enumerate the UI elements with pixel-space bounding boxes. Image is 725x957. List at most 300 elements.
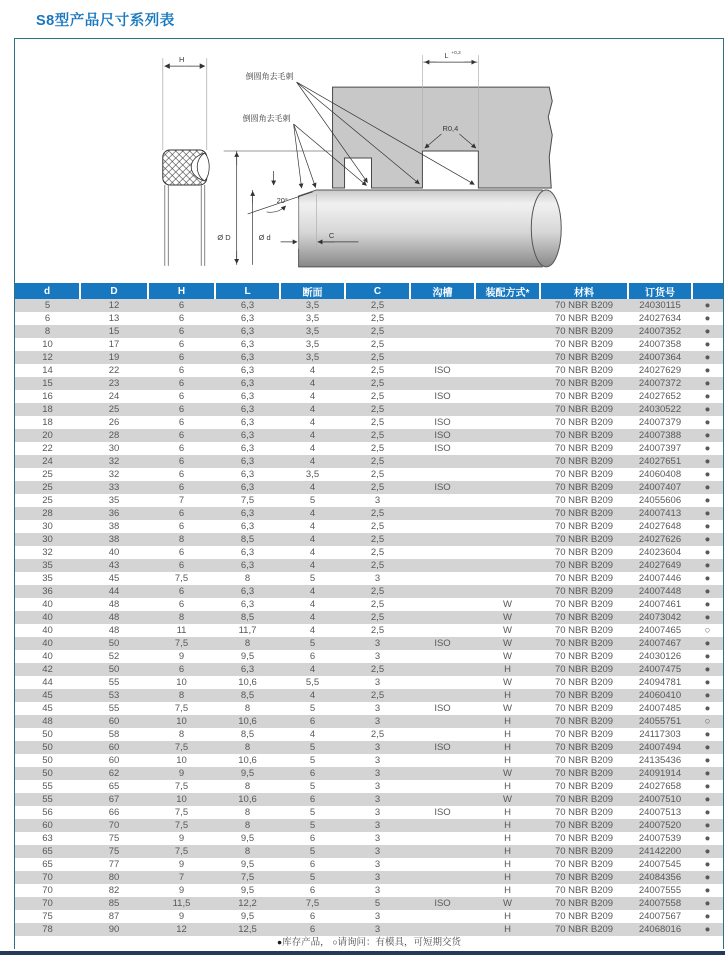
- table-cell: 6,3: [215, 585, 280, 598]
- table-cell: W: [475, 767, 540, 780]
- table-cell: 10: [148, 793, 215, 806]
- table-cell: 70 NBR B209: [554, 547, 614, 558]
- table-cell: 5: [15, 299, 80, 312]
- table-cell: 2,5: [370, 443, 385, 454]
- table-row: [15, 754, 723, 767]
- availability-dot: ●: [692, 299, 723, 312]
- l-tolerance: +0,2: [451, 51, 461, 57]
- table-cell: 3: [345, 741, 410, 754]
- deburr-note-top: 倒圆角去毛刺: [245, 72, 294, 82]
- table-cell: 45: [108, 573, 120, 584]
- table-cell: 70 NBR B209: [540, 923, 628, 936]
- availability-dot: ●: [704, 521, 711, 532]
- deburr-leader: [294, 124, 302, 188]
- table-cell: 6,3: [215, 299, 280, 312]
- table-cell: [410, 325, 475, 338]
- availability-dot: ○: [704, 625, 711, 636]
- table-cell: 24027629: [638, 365, 682, 376]
- table-cell: 6,3: [215, 325, 280, 338]
- table-header-row: [15, 283, 723, 299]
- table-cell: 3,5: [280, 299, 345, 312]
- table-cell: 30: [108, 443, 120, 454]
- table-cell: 50: [15, 741, 80, 754]
- availability-dot: ●: [692, 533, 723, 546]
- table-cell: 8: [15, 325, 80, 338]
- table-cell: [410, 676, 475, 689]
- availability-dot: ●: [692, 403, 723, 416]
- table-cell: 67: [80, 793, 148, 806]
- table-cell: 5: [280, 741, 345, 754]
- table-cell: 6: [178, 521, 185, 532]
- table-cell: 7,5: [280, 897, 345, 910]
- table-cell: [475, 338, 540, 351]
- table-cell: [410, 663, 475, 676]
- table-cell: 8: [148, 689, 215, 702]
- table-cell: 24055606: [638, 495, 682, 506]
- table-cell: 6,3: [215, 351, 280, 364]
- column-header: 断面: [280, 283, 345, 299]
- table-cell: 24091914: [628, 767, 692, 780]
- table-cell: 6,3: [215, 377, 280, 390]
- table-cell: 70 NBR B209: [554, 573, 614, 584]
- table-row: [15, 884, 723, 897]
- table-cell: 24007448: [628, 585, 692, 598]
- table-cell: [410, 559, 475, 572]
- table-cell: 8,5: [215, 689, 280, 702]
- table-cell: 9,5: [215, 767, 280, 780]
- table-cell: 58: [108, 729, 120, 740]
- table-cell: 33: [80, 481, 148, 494]
- table-cell: 8: [178, 729, 185, 740]
- table-cell: 7: [178, 495, 185, 506]
- column-header: [692, 283, 723, 299]
- table-cell: 6,3: [240, 391, 255, 402]
- table-cell: 24060410: [628, 689, 692, 702]
- table-cell: 6,3: [215, 403, 280, 416]
- table-cell: 75: [108, 833, 120, 844]
- availability-dot: ●: [692, 663, 723, 676]
- availability-dot: ●: [704, 885, 711, 896]
- technical-drawing: [15, 39, 723, 283]
- table-cell: 24073042: [628, 611, 692, 624]
- table-cell: 7,5: [174, 703, 189, 714]
- table-cell: W: [503, 651, 512, 662]
- table-cell: 24007475: [628, 663, 692, 676]
- table-row: [15, 923, 723, 936]
- table-cell: 9: [178, 911, 185, 922]
- table-cell: 7,5: [174, 781, 189, 792]
- table-cell: 66: [108, 807, 120, 818]
- table-cell: 38: [108, 521, 120, 532]
- table-cell: 3,5: [280, 325, 345, 338]
- table-cell: ISO: [434, 703, 451, 714]
- availability-dot: ●: [704, 365, 711, 376]
- table-cell: 10: [176, 677, 187, 688]
- availability-dot: ●: [704, 651, 711, 662]
- in-stock-label: 库存产品，: [282, 937, 330, 948]
- table-cell: 3: [374, 703, 381, 714]
- table-cell: 44: [42, 677, 53, 688]
- table-cell: 12,2: [215, 897, 280, 910]
- table-cell: 32: [108, 469, 120, 480]
- table-cell: [410, 624, 475, 637]
- table-cell: 22: [42, 443, 53, 454]
- table-cell: 17: [108, 339, 120, 350]
- table-cell: 30: [42, 521, 53, 532]
- table-cell: ISO: [434, 391, 451, 402]
- table-cell: 40: [15, 637, 80, 650]
- table-row: [15, 871, 723, 884]
- table-cell: 24007413: [628, 507, 692, 520]
- table-cell: [475, 455, 540, 468]
- table-cell: W: [475, 637, 540, 650]
- table-cell: [410, 520, 475, 533]
- table-cell: 4: [280, 689, 345, 702]
- availability-dot: ●: [692, 897, 723, 910]
- table-cell: 2,5: [345, 611, 410, 624]
- table-cell: 70 NBR B209: [554, 313, 614, 324]
- table-row: [15, 910, 723, 923]
- table-cell: 32: [42, 547, 53, 558]
- table-cell: H: [475, 715, 540, 728]
- table-cell: 6: [280, 715, 345, 728]
- table-cell: 24007465: [638, 625, 682, 636]
- table-cell: 6: [280, 793, 345, 806]
- table-cell: 70 NBR B209: [540, 325, 628, 338]
- availability-dot: ●: [692, 689, 723, 702]
- table-cell: 2,5: [345, 299, 410, 312]
- table-cell: 28: [15, 507, 80, 520]
- table-cell: 15: [80, 325, 148, 338]
- table-cell: 8: [244, 573, 251, 584]
- table-cell: [475, 390, 540, 403]
- table-cell: 75: [80, 845, 148, 858]
- table-cell: 2,5: [370, 417, 385, 428]
- availability-dot: ●: [704, 833, 711, 844]
- table-cell: 24007558: [628, 897, 692, 910]
- table-cell: 14: [42, 365, 53, 376]
- seal-installation-diagram: [15, 39, 723, 283]
- table-cell: 70 NBR B209: [540, 585, 628, 598]
- availability-dot: ●: [704, 391, 711, 402]
- table-cell: 3: [374, 781, 381, 792]
- table-cell: 24007545: [638, 859, 682, 870]
- table-cell: 6: [309, 833, 316, 844]
- table-cell: 4: [280, 507, 345, 520]
- table-cell: 70 NBR B209: [554, 495, 614, 506]
- table-row: [15, 312, 723, 325]
- table-cell: 7,5: [174, 807, 189, 818]
- availability-dot: ●: [704, 703, 711, 714]
- in-stock-symbol: ●: [277, 937, 283, 947]
- table-row: [15, 299, 723, 312]
- table-cell: 3: [374, 651, 381, 662]
- table-cell: [410, 403, 475, 416]
- table-row: [15, 338, 723, 351]
- inquire-symbol: ○: [332, 937, 338, 947]
- availability-dot: ●: [704, 339, 711, 350]
- table-cell: 70 NBR B209: [540, 351, 628, 364]
- table-cell: 45: [42, 703, 53, 714]
- shaft: [299, 190, 543, 267]
- table-cell: 70 NBR B209: [554, 859, 614, 870]
- table-cell: ISO: [410, 741, 475, 754]
- table-cell: 24007372: [628, 377, 692, 390]
- table-cell: 10: [42, 339, 53, 350]
- table-row: [15, 364, 723, 377]
- table-cell: H: [504, 755, 511, 766]
- availability-dot: ●: [704, 755, 711, 766]
- table-cell: 3: [374, 677, 381, 688]
- availability-dot: ●: [692, 611, 723, 624]
- table-cell: 52: [108, 651, 120, 662]
- table-cell: 24023604: [638, 547, 682, 558]
- table-row: [15, 325, 723, 338]
- column-header: 沟槽: [410, 283, 475, 299]
- table-cell: 70 NBR B209: [540, 611, 628, 624]
- table-cell: 70: [15, 897, 80, 910]
- table-cell: 70 NBR B209: [554, 755, 614, 766]
- table-cell: 10: [148, 715, 215, 728]
- content-frame: [14, 38, 724, 949]
- table-row: [15, 481, 723, 494]
- table-cell: H: [475, 741, 540, 754]
- table-cell: 3: [345, 637, 410, 650]
- table-cell: [410, 494, 475, 507]
- table-cell: 10,6: [215, 793, 280, 806]
- table-cell: [475, 442, 540, 455]
- availability-dot: ●: [692, 429, 723, 442]
- table-cell: 70 NBR B209: [554, 911, 614, 922]
- table-cell: [475, 364, 540, 377]
- table-cell: 6: [178, 391, 185, 402]
- table-cell: 70 NBR B209: [554, 781, 614, 792]
- table-cell: 40: [108, 547, 120, 558]
- table-body: [15, 299, 723, 936]
- table-cell: 6: [178, 339, 185, 350]
- table-cell: 11,5: [148, 897, 215, 910]
- table-row: [15, 585, 723, 598]
- table-cell: 8: [244, 703, 251, 714]
- availability-dot: ●: [692, 455, 723, 468]
- table-cell: 2,5: [345, 585, 410, 598]
- table-row: [15, 442, 723, 455]
- table-cell: 6,3: [215, 507, 280, 520]
- table-cell: W: [475, 897, 540, 910]
- table-cell: 24030522: [628, 403, 692, 416]
- table-cell: 35: [15, 559, 80, 572]
- table-cell: 70 NBR B209: [554, 365, 614, 376]
- table-cell: 5: [280, 819, 345, 832]
- table-cell: 50: [80, 663, 148, 676]
- table-cell: 4: [280, 403, 345, 416]
- table-cell: 55: [108, 703, 120, 714]
- table-cell: 2,5: [345, 403, 410, 416]
- table-cell: 4: [309, 521, 316, 532]
- table-cell: [475, 403, 540, 416]
- table-cell: 8: [148, 611, 215, 624]
- table-cell: [475, 494, 540, 507]
- table-row: [15, 689, 723, 702]
- availability-dot: ●: [692, 559, 723, 572]
- availability-dot: ●: [704, 859, 711, 870]
- table-cell: 7: [148, 871, 215, 884]
- table-cell: 3: [374, 885, 381, 896]
- table-cell: 3,5: [280, 351, 345, 364]
- table-cell: 2,5: [370, 469, 385, 480]
- table-cell: 6,3: [215, 663, 280, 676]
- table-cell: 70 NBR B209: [554, 469, 614, 480]
- table-cell: 48: [80, 611, 148, 624]
- table-row: [15, 494, 723, 507]
- table-cell: [410, 338, 475, 351]
- table-cell: 2,5: [370, 391, 385, 402]
- table-cell: 6,3: [215, 481, 280, 494]
- table-cell: H: [504, 781, 511, 792]
- table-cell: 70 NBR B209: [540, 559, 628, 572]
- housing-block: [333, 87, 553, 188]
- table-cell: 13: [108, 313, 120, 324]
- table-cell: 70 NBR B209: [540, 871, 628, 884]
- table-cell: 8,5: [240, 729, 255, 740]
- table-cell: [475, 481, 540, 494]
- table-row: [15, 780, 723, 793]
- table-cell: 4: [280, 455, 345, 468]
- table-cell: 6: [309, 885, 316, 896]
- table-cell: 6: [280, 767, 345, 780]
- table-cell: [410, 377, 475, 390]
- table-cell: 6: [178, 599, 185, 610]
- bottom-rule: [0, 951, 725, 955]
- dimension-table: [15, 283, 723, 936]
- table-cell: 70 NBR B209: [540, 455, 628, 468]
- table-row: [15, 429, 723, 442]
- table-cell: [410, 884, 475, 897]
- table-cell: 3: [345, 845, 410, 858]
- table-cell: 4: [280, 377, 345, 390]
- table-cell: 82: [108, 885, 120, 896]
- table-cell: 6: [148, 377, 215, 390]
- table-cell: [475, 559, 540, 572]
- table-row: [15, 650, 723, 663]
- table-cell: H: [475, 819, 540, 832]
- availability-dot: ●: [692, 585, 723, 598]
- table-cell: 4: [280, 481, 345, 494]
- table-cell: 2,5: [370, 365, 385, 376]
- table-cell: [410, 754, 475, 767]
- table-cell: W: [503, 703, 512, 714]
- table-cell: [410, 312, 475, 325]
- table-cell: 9,5: [240, 911, 255, 922]
- table-cell: 6: [148, 663, 215, 676]
- availability-dot: ●: [692, 741, 723, 754]
- table-cell: 48: [108, 599, 120, 610]
- table-cell: 10,6: [215, 715, 280, 728]
- table-cell: H: [504, 911, 511, 922]
- table-cell: 56: [42, 807, 53, 818]
- table-cell: 5: [280, 637, 345, 650]
- table-cell: [410, 845, 475, 858]
- table-cell: 6: [148, 299, 215, 312]
- column-header: H: [148, 283, 215, 299]
- table-cell: 24007539: [638, 833, 682, 844]
- table-cell: [475, 429, 540, 442]
- table-cell: 5: [309, 573, 316, 584]
- table-row: [15, 663, 723, 676]
- availability-dot: ●: [692, 871, 723, 884]
- table-row: [15, 858, 723, 871]
- table-cell: 24030115: [628, 299, 692, 312]
- availability-dot: ●: [704, 599, 711, 610]
- column-header: C: [345, 283, 410, 299]
- table-cell: 26: [108, 417, 120, 428]
- table-cell: 24007555: [638, 885, 682, 896]
- table-cell: 6,3: [240, 469, 255, 480]
- table-cell: 7,5: [148, 741, 215, 754]
- table-cell: 23: [80, 377, 148, 390]
- table-cell: 6: [178, 313, 185, 324]
- table-cell: [410, 728, 475, 741]
- table-cell: 3: [374, 911, 381, 922]
- availability-dot: ●: [704, 911, 711, 922]
- table-cell: 4: [309, 443, 316, 454]
- table-cell: [410, 871, 475, 884]
- table-cell: 24007520: [628, 819, 692, 832]
- table-row: [15, 351, 723, 364]
- table-cell: 3: [345, 819, 410, 832]
- availability-dot: ●: [704, 495, 711, 506]
- table-cell: 70 NBR B209: [554, 417, 614, 428]
- table-cell: [475, 533, 540, 546]
- table-cell: 11,7: [238, 625, 257, 636]
- table-cell: 70 NBR B209: [540, 403, 628, 416]
- table-cell: 24007461: [638, 599, 682, 610]
- radius-label: R0,4: [442, 124, 459, 134]
- table-cell: 7,5: [174, 573, 189, 584]
- table-cell: 22: [108, 365, 120, 376]
- table-cell: [410, 767, 475, 780]
- table-cell: 8: [215, 637, 280, 650]
- table-cell: 12: [15, 351, 80, 364]
- table-cell: 24007446: [638, 573, 682, 584]
- column-header: 订货号: [628, 283, 692, 299]
- table-cell: W: [503, 625, 512, 636]
- table-cell: 8: [215, 741, 280, 754]
- table-cell: ISO: [410, 637, 475, 650]
- table-cell: 24007467: [628, 637, 692, 650]
- table-cell: W: [475, 793, 540, 806]
- table-row: [15, 702, 723, 715]
- table-cell: 3: [374, 833, 381, 844]
- shaft-end: [531, 190, 561, 267]
- availability-dot: ●: [704, 443, 711, 454]
- table-cell: 35: [42, 573, 53, 584]
- dia-outer-label: Ø D: [217, 232, 231, 242]
- table-cell: 35: [108, 495, 120, 506]
- table-cell: 8: [215, 819, 280, 832]
- table-cell: 2,5: [345, 559, 410, 572]
- table-cell: 6: [309, 651, 316, 662]
- table-cell: 4: [309, 625, 316, 636]
- table-cell: 5: [309, 495, 316, 506]
- table-cell: [410, 819, 475, 832]
- table-cell: 6,3: [240, 313, 255, 324]
- availability-dot: ●: [704, 729, 711, 740]
- table-cell: H: [475, 663, 540, 676]
- table-cell: 48: [108, 625, 120, 636]
- table-cell: 60: [15, 819, 80, 832]
- table-cell: 55: [42, 781, 53, 792]
